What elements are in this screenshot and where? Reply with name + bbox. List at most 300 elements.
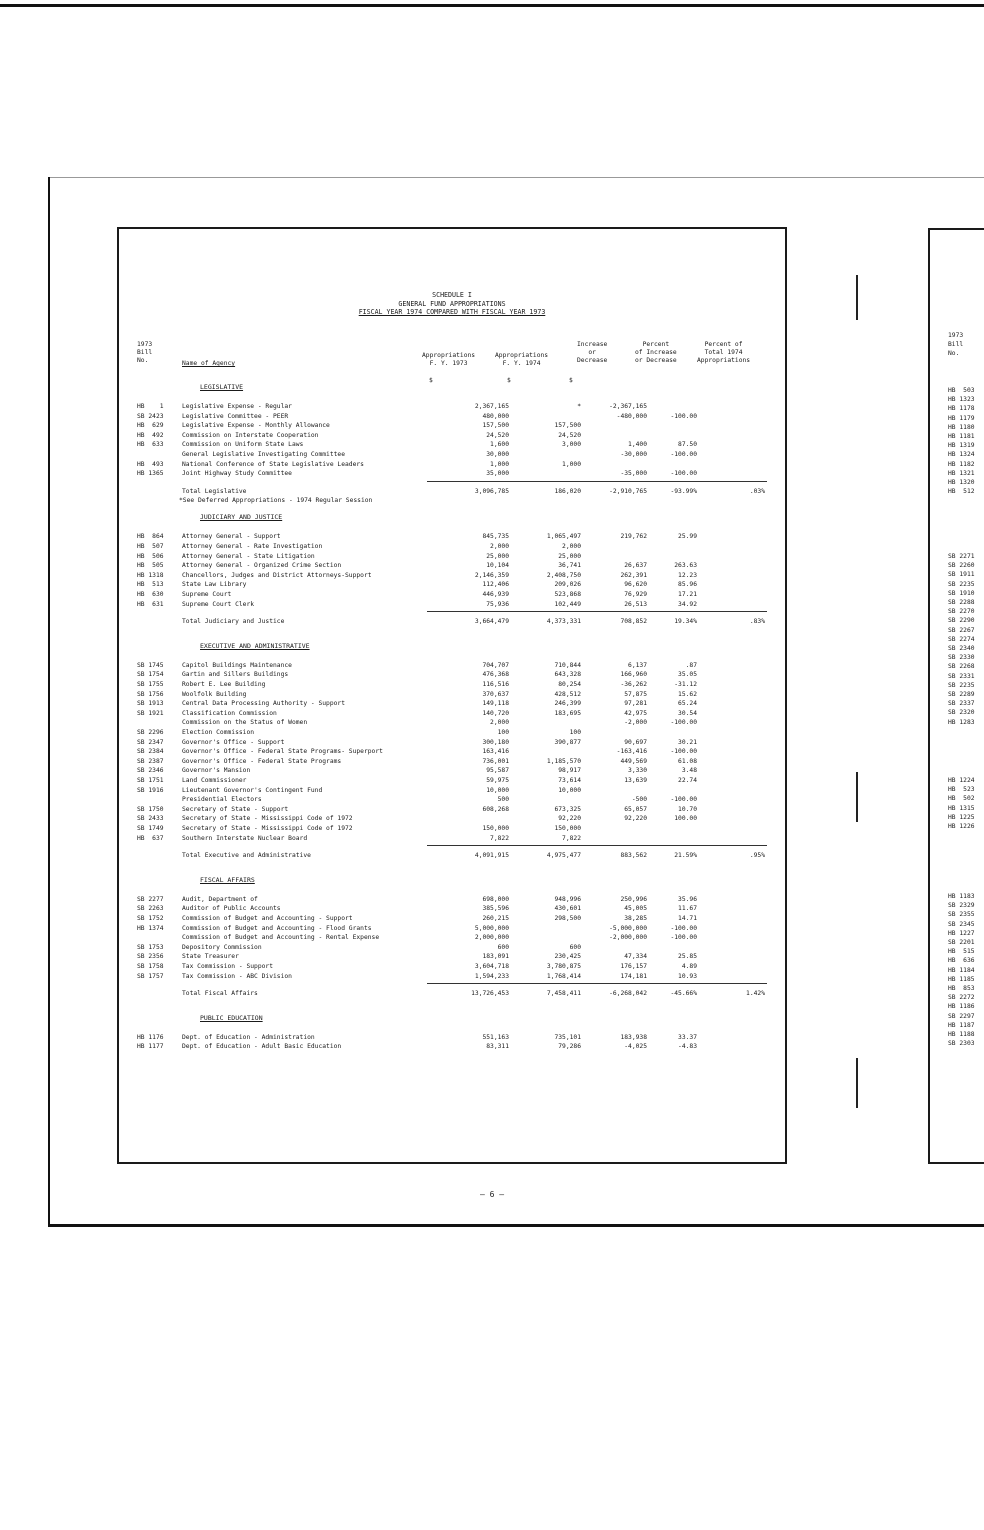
table-row bbox=[137, 461, 777, 470]
cell-inc: -30,000 bbox=[620, 451, 647, 458]
cell-inc: 38,285 bbox=[624, 915, 647, 922]
cell-a73: 24,520 bbox=[486, 431, 509, 439]
cell-a73: 2,146,359 bbox=[474, 571, 509, 579]
cell-pct: 34.92 bbox=[678, 600, 697, 608]
cell-bill: SB 1745 bbox=[137, 661, 164, 669]
col-name-header: Name of Agency bbox=[182, 360, 236, 367]
cell-a74: 1,065,497 bbox=[546, 533, 581, 541]
table-row bbox=[137, 915, 777, 924]
cell-inc: 1,400 bbox=[628, 441, 647, 449]
cell-a73: 2,000 bbox=[490, 543, 509, 550]
cell-inc: -5,000,000 bbox=[609, 924, 647, 932]
cell-name: Woolfolk Building bbox=[182, 690, 247, 698]
cell-bill: SB 1755 bbox=[137, 681, 164, 688]
cell-pct: -100.00 bbox=[670, 470, 697, 478]
cell-bill: HB 1 bbox=[137, 403, 164, 410]
cell-bill: HB 1177 bbox=[137, 1043, 164, 1051]
cell-inc: 250,996 bbox=[620, 895, 647, 903]
cell-a74: 79,286 bbox=[558, 1043, 581, 1051]
cell-a74: 430,601 bbox=[554, 905, 581, 913]
table-row bbox=[137, 796, 777, 805]
table-row bbox=[137, 581, 777, 590]
table-row bbox=[137, 896, 777, 905]
cell-name: Dept. of Education - Administration bbox=[182, 1033, 315, 1041]
cell-a74: 4,975,477 bbox=[546, 852, 581, 860]
table-row bbox=[137, 403, 777, 412]
cell-bill: SB 1916 bbox=[137, 786, 164, 794]
cell-bill: HB 864 bbox=[137, 533, 164, 541]
cell-inc: 176,157 bbox=[620, 963, 647, 970]
cell-pct: 12.23 bbox=[678, 571, 697, 579]
cell-a73: 704,707 bbox=[482, 661, 509, 669]
cell-pct: 25.85 bbox=[678, 953, 697, 961]
total-row bbox=[137, 618, 777, 627]
cell-a73: 35,000 bbox=[486, 470, 509, 478]
cell-name: Robert E. Lee Building bbox=[182, 681, 266, 688]
cell-name: Attorney General - State Litigation bbox=[182, 552, 315, 560]
table-row bbox=[137, 835, 777, 844]
cell-inc: -2,367,165 bbox=[609, 403, 647, 410]
cell-name: Land Commissioner bbox=[182, 777, 247, 784]
cell-inc: 883,562 bbox=[620, 852, 647, 860]
cell-name: Legislative Expense - Regular bbox=[182, 403, 292, 410]
table-row bbox=[137, 700, 777, 709]
cell-a74: 157,500 bbox=[554, 422, 581, 430]
cell-inc: 219,762 bbox=[620, 533, 647, 541]
cell-inc: 96,620 bbox=[624, 581, 647, 589]
cell-a74: 600 bbox=[569, 943, 581, 951]
cell-pct: 15.62 bbox=[678, 690, 697, 698]
table-row bbox=[137, 562, 777, 571]
schedule-frame bbox=[117, 227, 787, 1164]
table-row bbox=[137, 710, 777, 719]
section-heading-fiscal: FISCAL AFFAIRS bbox=[200, 875, 255, 884]
table-row bbox=[137, 729, 777, 738]
cell-name: Dept. of Education - Adult Basic Education bbox=[182, 1043, 342, 1051]
cell-inc: 26,513 bbox=[624, 600, 647, 608]
cell-bill: HB 1374 bbox=[137, 924, 164, 932]
cell-a73: 150,000 bbox=[482, 825, 509, 832]
cell-a74: 948,996 bbox=[554, 895, 581, 903]
cell-pct: 30.21 bbox=[678, 738, 697, 746]
cell-name: Legislative Expense - Monthly Allowance bbox=[182, 422, 330, 430]
table-row bbox=[137, 758, 777, 767]
cell-name: Chancellors, Judges and District Attorneys-Support bbox=[182, 571, 372, 579]
cell-inc: -2,000,000 bbox=[609, 934, 647, 942]
cell-pct: 10.93 bbox=[678, 972, 697, 980]
cell-a74: * bbox=[577, 403, 581, 410]
cell-pct: -100.00 bbox=[670, 934, 697, 942]
cell-a74: 2,000 bbox=[562, 543, 581, 550]
cell-a74: 710,844 bbox=[554, 661, 581, 669]
schedule-label: SCHEDULE I bbox=[432, 291, 472, 299]
cell-inc: 76,929 bbox=[624, 591, 647, 598]
cell-inc: 90,697 bbox=[624, 738, 647, 746]
col-inc-header: Increase or Decrease bbox=[577, 341, 608, 364]
cell-bill: HB 629 bbox=[137, 422, 164, 430]
cell-a73: 100 bbox=[497, 729, 509, 736]
cell-a74: 183,695 bbox=[554, 709, 581, 717]
margin-mark-1 bbox=[856, 275, 858, 320]
table-row bbox=[137, 787, 777, 796]
col-bill-header: 1973 Bill No. bbox=[137, 341, 153, 364]
cell-a74: 1,185,570 bbox=[546, 757, 581, 765]
cell-a73: 2,000 bbox=[490, 719, 509, 727]
cell-bill: SB 1756 bbox=[137, 690, 164, 698]
legislative-footnote: *See Deferred Appropriations - 1974 Regular Session bbox=[179, 497, 373, 505]
cell-name: Total Executive and Administrative bbox=[182, 852, 311, 860]
table-row bbox=[137, 553, 777, 562]
cell-bill: HB 1365 bbox=[137, 470, 164, 478]
table-row bbox=[137, 470, 777, 479]
cell-pct: 21.59% bbox=[674, 852, 697, 860]
table-row bbox=[137, 925, 777, 934]
table-row bbox=[137, 1043, 777, 1052]
cell-inc: 65,057 bbox=[624, 805, 647, 813]
cell-name: Election Commission bbox=[182, 729, 255, 736]
table-row bbox=[137, 422, 777, 431]
cell-a74: 100 bbox=[569, 729, 581, 736]
table-row bbox=[137, 441, 777, 450]
table-row bbox=[137, 934, 777, 943]
cell-a74: 1,000 bbox=[562, 460, 581, 468]
cell-name: Southern Interstate Nuclear Board bbox=[182, 834, 308, 842]
cell-pct: -45.66% bbox=[670, 990, 697, 998]
cell-pct: 30.54 bbox=[678, 709, 697, 717]
cell-name: Capitol Buildings Maintenance bbox=[182, 661, 292, 669]
cell-inc: 166,960 bbox=[620, 671, 647, 679]
cell-name: General Legislative Investigating Committee bbox=[182, 451, 346, 458]
cell-tot: 1.42% bbox=[746, 990, 765, 998]
schedule-title bbox=[119, 291, 785, 317]
cell-a73: 10,000 bbox=[486, 786, 509, 794]
cell-inc: 262,391 bbox=[620, 571, 647, 579]
cell-pct: 35.05 bbox=[678, 671, 697, 679]
cell-bill: HB 493 bbox=[137, 460, 164, 468]
cell-name: Lieutenant Governor's Contingent Fund bbox=[182, 786, 323, 794]
cell-bill: SB 2387 bbox=[137, 757, 164, 765]
cell-pct: -100.00 bbox=[670, 748, 697, 756]
cell-name: Supreme Court bbox=[182, 591, 232, 598]
cell-pct: 263.63 bbox=[674, 562, 697, 570]
cell-pct: 14.71 bbox=[678, 915, 697, 922]
cell-bill: HB 637 bbox=[137, 834, 164, 842]
cell-a73: 446,939 bbox=[482, 591, 509, 598]
cell-inc: 57,875 bbox=[624, 690, 647, 698]
cell-pct: 25.99 bbox=[678, 533, 697, 541]
cell-pct: -100.00 bbox=[670, 412, 697, 420]
cell-name: Attorney General - Rate Investigation bbox=[182, 543, 323, 550]
cell-a73: 300,180 bbox=[482, 738, 509, 746]
cell-a74: 246,399 bbox=[554, 700, 581, 708]
cell-bill: HB 1318 bbox=[137, 571, 164, 579]
cell-pct: 11.67 bbox=[678, 905, 697, 913]
table-row bbox=[137, 451, 777, 460]
cell-name: Total Legislative bbox=[182, 487, 247, 495]
cell-a74: 390,877 bbox=[554, 738, 581, 746]
cell-a73: 736,001 bbox=[482, 757, 509, 765]
table-row bbox=[137, 825, 777, 834]
cell-pct: 3.48 bbox=[681, 767, 697, 775]
cell-a73: 13,726,453 bbox=[471, 990, 509, 998]
cell-bill: HB 505 bbox=[137, 562, 164, 570]
cell-a73: 25,000 bbox=[486, 552, 509, 560]
cell-bill: HB 631 bbox=[137, 600, 164, 608]
table-row bbox=[137, 944, 777, 953]
cell-name: Secretary of State - Mississippi Code of 1972 bbox=[182, 825, 353, 832]
cell-inc: 26,637 bbox=[624, 562, 647, 570]
cell-a73: 608,268 bbox=[482, 805, 509, 813]
cell-name: Classification Commission bbox=[182, 709, 277, 717]
cell-a73: 370,637 bbox=[482, 690, 509, 698]
cell-a73: 1,000 bbox=[490, 460, 509, 468]
table-row bbox=[137, 662, 777, 671]
cell-a74: 25,000 bbox=[558, 552, 581, 560]
col-pct-header: Percent of Increase or Decrease bbox=[635, 341, 677, 364]
cell-a73: 2,367,165 bbox=[474, 403, 509, 410]
cell-bill: SB 2347 bbox=[137, 738, 164, 746]
cell-a74: 80,254 bbox=[558, 681, 581, 688]
table-row bbox=[137, 963, 777, 972]
total-row bbox=[137, 990, 777, 999]
cell-pct: 10.70 bbox=[678, 805, 697, 813]
cell-a73: 845,735 bbox=[482, 533, 509, 541]
cell-pct: -31.12 bbox=[674, 681, 697, 688]
section-heading-executive: EXECUTIVE AND ADMINISTRATIVE bbox=[200, 641, 310, 650]
cell-a73: 1,600 bbox=[490, 441, 509, 449]
cell-bill: SB 1758 bbox=[137, 963, 164, 970]
side-bill-list-2: SB 2271 SB 2260 SB 1911 SB 2235 SB 1910 SB 2288 SB 2270 SB 2290 SB 2267 SB 2274 SB 2340 SB 2330 SB 2268 SB 2331 SB 2235 SB 2289 SB 2337 SB 2320 HB 1283 bbox=[948, 553, 975, 726]
schedule-subtitle: GENERAL FUND APPROPRIATIONS bbox=[398, 299, 506, 308]
cell-pct: -100.00 bbox=[670, 924, 697, 932]
table-row bbox=[137, 413, 777, 422]
cell-a73: 112,406 bbox=[482, 581, 509, 589]
bottom-edge-line bbox=[48, 1224, 984, 1227]
side-bill-header: 1973 Bill No. bbox=[948, 332, 964, 358]
table-row bbox=[137, 719, 777, 728]
cell-a74: 150,000 bbox=[554, 825, 581, 832]
cell-name: Depository Commission bbox=[182, 943, 262, 951]
cell-bill: SB 2356 bbox=[137, 953, 164, 961]
cell-inc: 45,005 bbox=[624, 905, 647, 913]
cell-name: Commission on Uniform State Laws bbox=[182, 441, 304, 449]
cell-tot: .95% bbox=[749, 852, 765, 860]
cell-inc: -36,262 bbox=[620, 681, 647, 688]
cell-a74: 102,449 bbox=[554, 600, 581, 608]
cell-a73: 7,822 bbox=[490, 834, 509, 842]
cell-bill: SB 2423 bbox=[137, 412, 164, 420]
cell-a73: 59,975 bbox=[486, 777, 509, 784]
side-bill-list-4: HB 1183 SB 2329 SB 2355 SB 2345 HB 1227 SB 2201 HB 515 HB 636 HB 1184 HB 1185 HB 853 SB 2272 HB 1186 SB 2297 HB 1187 HB 1188 SB 2303 bbox=[948, 893, 975, 1048]
subtotal-rule bbox=[427, 845, 767, 846]
cell-tot: .03% bbox=[749, 487, 765, 495]
cell-a74: 643,328 bbox=[554, 671, 581, 679]
cell-tot: .83% bbox=[749, 618, 765, 626]
cell-pct: 85.96 bbox=[678, 581, 697, 589]
cell-name: Audit, Department of bbox=[182, 895, 258, 903]
cell-bill: SB 1921 bbox=[137, 709, 164, 717]
page-number: — 6 — bbox=[479, 1190, 505, 1199]
table-row bbox=[137, 815, 777, 824]
cell-a73: 3,096,785 bbox=[474, 487, 509, 495]
cell-pct: 65.24 bbox=[678, 700, 697, 708]
cell-name: Commission on the Status of Women bbox=[182, 719, 308, 727]
cell-a73: 500 bbox=[497, 796, 509, 804]
cell-bill: HB 513 bbox=[137, 581, 164, 589]
cell-inc: -6,268,042 bbox=[609, 990, 647, 998]
cell-pct: 19.34% bbox=[674, 618, 697, 626]
cell-inc: -480,000 bbox=[616, 412, 647, 420]
cell-bill: HB 1176 bbox=[137, 1033, 164, 1041]
table-row bbox=[137, 1034, 777, 1043]
cell-inc: -163,416 bbox=[616, 748, 647, 756]
section-heading-education: PUBLIC EDUCATION bbox=[200, 1013, 263, 1022]
cell-bill: SB 1750 bbox=[137, 805, 164, 813]
table-row bbox=[137, 739, 777, 748]
cell-name: Commission on Interstate Cooperation bbox=[182, 431, 319, 439]
cell-bill: SB 1754 bbox=[137, 671, 164, 679]
table-row bbox=[137, 681, 777, 690]
cell-a73: 3,604,718 bbox=[474, 963, 509, 970]
dollar-sign-a73: $ bbox=[429, 377, 433, 384]
cell-bill: SB 2296 bbox=[137, 729, 164, 736]
cell-a73: 480,000 bbox=[482, 412, 509, 420]
cell-a73: 75,936 bbox=[486, 600, 509, 608]
cell-bill: HB 492 bbox=[137, 431, 164, 439]
total-row bbox=[137, 852, 777, 861]
cell-name: Tax Commission - Support bbox=[182, 963, 273, 970]
cell-name: Commission of Budget and Accounting - Rental Expense bbox=[182, 934, 380, 942]
cell-pct: -4.83 bbox=[678, 1043, 697, 1051]
margin-mark-3 bbox=[856, 1058, 858, 1108]
cell-a74: 230,425 bbox=[554, 953, 581, 961]
table-row bbox=[137, 767, 777, 776]
cell-a73: 116,516 bbox=[482, 681, 509, 688]
cell-a74: 24,520 bbox=[558, 431, 581, 439]
cell-a73: 149,118 bbox=[482, 700, 509, 708]
cell-a73: 476,368 bbox=[482, 671, 509, 679]
cell-a73: 551,163 bbox=[482, 1033, 509, 1041]
cell-bill: HB 630 bbox=[137, 591, 164, 598]
cell-inc: -35,000 bbox=[620, 470, 647, 478]
cell-name: Governor's Office - Support bbox=[182, 738, 285, 746]
cell-bill: SB 1752 bbox=[137, 915, 164, 922]
cell-a73: 600 bbox=[497, 943, 509, 951]
table-row bbox=[137, 905, 777, 914]
col-a73-header: Appropriations F. Y. 1973 bbox=[422, 352, 476, 367]
cell-pct: 4.89 bbox=[681, 963, 697, 970]
table-row bbox=[137, 533, 777, 542]
cell-name: Gartin and Sillers Buildings bbox=[182, 671, 289, 679]
cell-bill: SB 1749 bbox=[137, 825, 164, 832]
cell-name: Joint Highway Study Committee bbox=[182, 470, 292, 478]
cell-inc: 47,334 bbox=[624, 953, 647, 961]
cell-a74: 36,741 bbox=[558, 562, 581, 570]
cell-inc: 174,181 bbox=[620, 972, 647, 980]
adjacent-page-frame bbox=[928, 228, 984, 1164]
table-row bbox=[137, 748, 777, 757]
cell-a73: 10,104 bbox=[486, 562, 509, 570]
cell-pct: -100.00 bbox=[670, 451, 697, 458]
cell-name: Governor's Mansion bbox=[182, 767, 251, 775]
cell-a74: 3,780,875 bbox=[546, 963, 581, 970]
subtotal-rule bbox=[427, 983, 767, 984]
cell-a73: 260,215 bbox=[482, 915, 509, 922]
table-row bbox=[137, 671, 777, 680]
schedule-caption: FISCAL YEAR 1974 COMPARED WITH FISCAL YEAR 1973 bbox=[358, 308, 546, 316]
cell-bill: HB 506 bbox=[137, 552, 164, 560]
col-a74-header: Appropriations F. Y. 1974 bbox=[495, 352, 549, 367]
cell-inc: -2,910,765 bbox=[609, 487, 647, 495]
cell-name: Governor's Office - Federal State Programs bbox=[182, 757, 342, 765]
top-edge-line bbox=[0, 4, 984, 7]
cell-pct: 100.00 bbox=[674, 815, 697, 823]
cell-a74: 98,917 bbox=[558, 767, 581, 775]
cell-name: State Law Library bbox=[182, 581, 247, 589]
cell-inc: 3,330 bbox=[628, 767, 647, 775]
cell-inc: 183,938 bbox=[620, 1033, 647, 1041]
cell-pct: 33.37 bbox=[678, 1033, 697, 1041]
cell-pct: -93.99% bbox=[670, 487, 697, 495]
side-bill-list-1: HB 503 HB 1323 HB 1178 HB 1179 HB 1180 HB 1181 HB 1319 HB 1324 HB 1182 HB 1321 HB 1320 HB 512 bbox=[948, 387, 975, 496]
upper-divider-line bbox=[50, 177, 984, 178]
subtotal-rule bbox=[427, 611, 767, 612]
cell-name: Auditor of Public Accounts bbox=[182, 905, 281, 913]
cell-name: Secretary of State - Support bbox=[182, 805, 289, 813]
cell-bill: SB 2433 bbox=[137, 815, 164, 823]
cell-pct: 87.50 bbox=[678, 441, 697, 449]
dollar-sign-inc: $ bbox=[569, 377, 573, 384]
table-row bbox=[137, 543, 777, 552]
cell-a73: 183,091 bbox=[482, 953, 509, 961]
cell-name: Attorney General - Support bbox=[182, 533, 281, 541]
cell-pct: 35.96 bbox=[678, 895, 697, 903]
cell-pct: -100.00 bbox=[670, 719, 697, 727]
cell-a73: 83,311 bbox=[486, 1043, 509, 1051]
subtotal-rule bbox=[427, 481, 767, 482]
cell-name: Attorney General - Organized Crime Section bbox=[182, 562, 342, 570]
cell-bill: SB 1751 bbox=[137, 777, 164, 784]
cell-a73: 2,000,000 bbox=[474, 934, 509, 942]
cell-a74: 3,000 bbox=[562, 441, 581, 449]
cell-name: Total Fiscal Affairs bbox=[182, 990, 258, 998]
cell-a73: 698,000 bbox=[482, 895, 509, 903]
cell-bill: HB 507 bbox=[137, 543, 164, 550]
cell-name: Central Data Processing Authority - Support bbox=[182, 700, 346, 708]
cell-a74: 673,325 bbox=[554, 805, 581, 813]
cell-a73: 5,000,000 bbox=[474, 924, 509, 932]
cell-a74: 428,512 bbox=[554, 690, 581, 698]
cell-a73: 4,091,915 bbox=[474, 852, 509, 860]
cell-name: Secretary of State - Mississippi Code of 1972 bbox=[182, 815, 353, 823]
cell-a73: 157,500 bbox=[482, 422, 509, 430]
cell-a73: 3,664,479 bbox=[474, 618, 509, 626]
cell-a74: 4,373,331 bbox=[546, 618, 581, 626]
cell-a74: 73,614 bbox=[558, 777, 581, 784]
margin-mark-2 bbox=[856, 772, 858, 822]
cell-bill: SB 1913 bbox=[137, 700, 164, 708]
cell-bill: SB 2384 bbox=[137, 748, 164, 756]
cell-a74: 7,822 bbox=[562, 834, 581, 842]
cell-name: Presidential Electors bbox=[182, 796, 262, 804]
cell-name: Tax Commission - ABC Division bbox=[182, 972, 292, 980]
cell-bill: SB 1753 bbox=[137, 943, 164, 951]
cell-a73: 140,720 bbox=[482, 709, 509, 717]
cell-pct: 17.21 bbox=[678, 591, 697, 598]
cell-pct: 61.08 bbox=[678, 757, 697, 765]
table-row bbox=[137, 777, 777, 786]
cell-a74: 7,458,411 bbox=[546, 990, 581, 998]
